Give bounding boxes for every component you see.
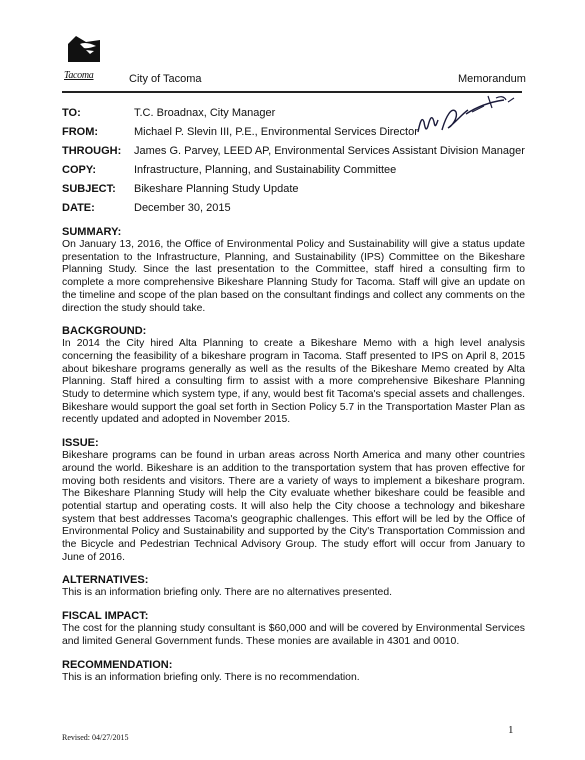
section-text: Bikeshare programs can be found in urban areas across North America and many other countries around the world. Bikeshare is an addition to the transportation system that has proven effective for moving both residents and visitors. There are a variety of ways to implement a bikeshare program. The Bikeshare Planning Study will help the City evaluate whether bikeshare could be feasible and potential startup and operating costs. It will also help the City choose a technology and bikeshare system that best addresses Tacoma's geographic challenges. This effort will be led by the Office of Environmental Policy and Sustainability and supported by the City's Transportation Commission and the Bicycle and Pedestrian Technical Advisory Group. The study effort will occur from January to June of 2016. bbox=[62, 450, 525, 563]
section-alternatives bbox=[62, 574, 525, 600]
routing-row-copy bbox=[62, 164, 532, 183]
routing-label: TO: bbox=[62, 107, 81, 119]
routing-row-date bbox=[62, 202, 532, 221]
section-text: This is an information briefing only. There is no recommendation. bbox=[62, 671, 360, 683]
page-number: 1 bbox=[508, 724, 514, 736]
routing-label: FROM: bbox=[62, 126, 99, 138]
section-heading: BACKGROUND: bbox=[62, 325, 147, 338]
routing-value: Infrastructure, Planning, and Sustainability Committee bbox=[134, 164, 397, 176]
section-text: The cost for the planning study consultant is $60,000 and will be covered by Environmental Services and limited General Government funds. These monies are available in 4301 and 0010. bbox=[62, 623, 525, 647]
routing-value: T.C. Broadnax, City Manager bbox=[134, 107, 276, 119]
signature-icon bbox=[412, 92, 522, 136]
section-text: In 2014 the City hired Alta Planning to create a Bikeshare Memo with a high level analysis concerning the feasibility of a bikeshare program in Tacoma. Staff presented to IPS on April 8, 2015 about bikeshare programs generally as well as the results of the Bikeshare Memo created by Alta Planning. Staff hired a consulting firm to assist with a more comprehensive Bikeshare Planning Study to determine which system type, if any, would best fit Tacoma's special assets and challenges. Bikeshare would support the goal set forth in Section Policy 5.7 in the Transportation Master Plan as recently updated and adopted in November 2015. bbox=[62, 338, 525, 426]
section-background bbox=[62, 325, 525, 427]
document-type: Memorandum bbox=[458, 73, 526, 85]
revised-date: Revised: 04/27/2015 bbox=[62, 733, 129, 742]
routing-value: Bikeshare Planning Study Update bbox=[134, 183, 299, 195]
routing-value: December 30, 2015 bbox=[134, 202, 231, 214]
section-heading: FISCAL IMPACT: bbox=[62, 610, 149, 623]
section-heading: ISSUE: bbox=[62, 437, 99, 450]
logo-wordmark: Tacoma bbox=[64, 70, 94, 81]
routing-value: Michael P. Slevin III, P.E., Environmental Services Director bbox=[134, 126, 418, 138]
routing-label: DATE: bbox=[62, 202, 95, 214]
city-logo bbox=[64, 34, 104, 86]
section-recommendation bbox=[62, 659, 525, 685]
routing-label: SUBJECT: bbox=[62, 183, 116, 195]
section-heading: RECOMMENDATION: bbox=[62, 658, 173, 671]
section-heading: ALTERNATIVES: bbox=[62, 574, 149, 587]
section-summary bbox=[62, 226, 525, 315]
section-text: This is an information briefing only. There are no alternatives presented. bbox=[62, 587, 392, 599]
routing-row-through bbox=[62, 145, 532, 164]
routing-label: COPY: bbox=[62, 164, 97, 176]
section-text: On January 13, 2016, the Office of Environmental Policy and Sustainability will give a status update presentation to the Infrastructure, Planning, and Sustainability (IPS) Committee on the Bikeshare Planning Study. Since the last presentation to the Committee, staff hired a consulting firm to complete a more comprehensive Bikeshare Planning Study for Tacoma. Staff will give an update on the timeline and scope of the plan based on the consultant findings and collect any comments on the direction the study should take. bbox=[62, 239, 525, 314]
section-issue bbox=[62, 437, 525, 564]
organization-name: City of Tacoma bbox=[129, 73, 202, 85]
section-fiscal-impact bbox=[62, 610, 525, 648]
routing-label: THROUGH: bbox=[62, 145, 122, 157]
city-logo-icon bbox=[66, 34, 102, 64]
routing-row-subject bbox=[62, 183, 532, 202]
memo-body bbox=[62, 226, 525, 694]
section-heading: SUMMARY: bbox=[62, 226, 122, 238]
routing-value: James G. Parvey, LEED AP, Environmental Services Assistant Division Manager bbox=[134, 145, 525, 157]
